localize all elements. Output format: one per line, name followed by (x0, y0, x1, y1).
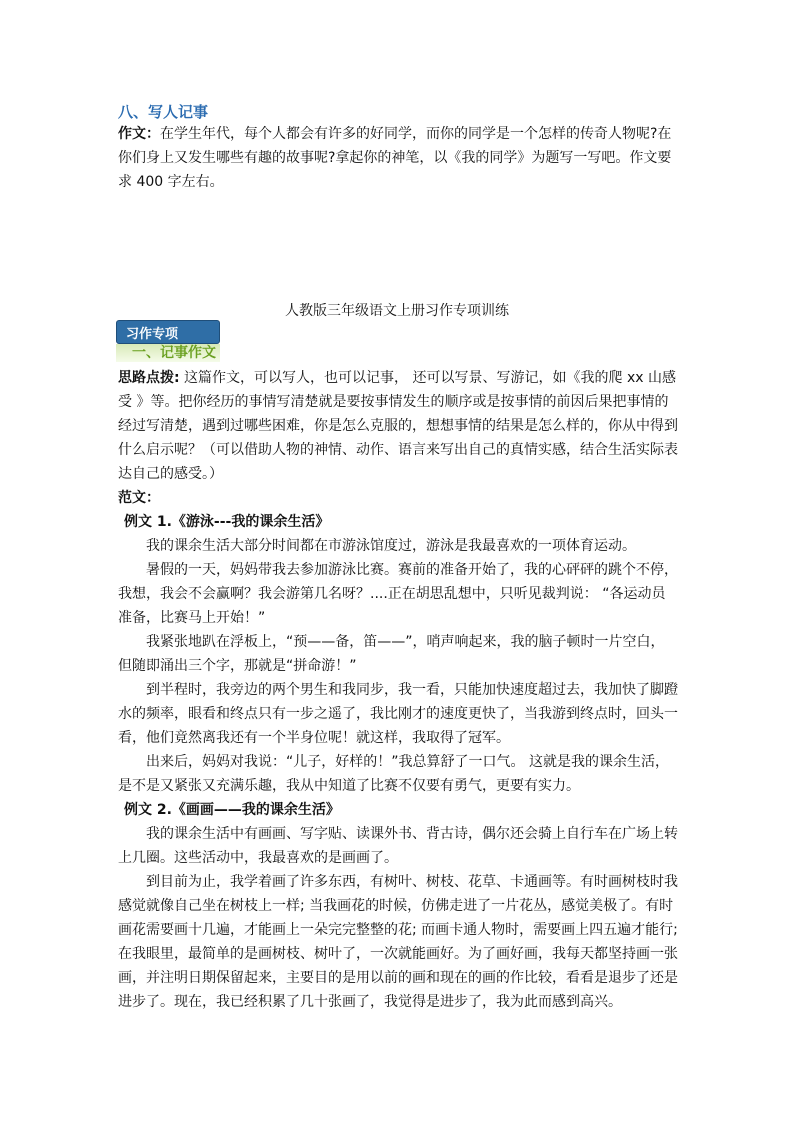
banner-subtitle: 一、记事作文 (132, 345, 216, 361)
tips-label: 思路点拨: (118, 370, 180, 386)
samples-section (118, 486, 678, 1014)
writing-tips (118, 366, 678, 486)
banner-label: 习作专项 (126, 327, 179, 342)
example2-paragraph: 到目前为止，我学着画了许多东西，有树叶、树枝、花草、卡通画等。有时画树枝时我感觉就像自己坐在树枝上一样; 当我画花的时候，仿佛走进了一片花丛，感觉美极了。有时画花需要画十几遍，才能画上一朵完完整整的花; 而画卡通人物时，需要画上四五遍才能行; 在我眼里，最简单的是画树枝、树叶了，一次就能画好。为了画好画，我每天都坚持画一张画，并注明日期保留起来，主要目的是用以前的画和现在的画的作比较，看看是退步了还是进步了。现在，我已经积累了几十张画了，我觉得是进步了，我为此而感到高兴。 (118, 874, 678, 1010)
prompt-text: 在学生年代，每个人都会有许多的好同学，而你的同学是一个怎样的传奇人物呢?在你们身上又发生哪些有趣的故事呢?拿起你的神笔，以《我的同学》为题写一写吧。作文要求 400 字左右。 (118, 126, 672, 190)
example1-paragraph: 到半程时，我旁边的两个男生和我同步，我一看，只能加快速度超过去，我加快了脚蹬水的频率，眼看和终点只有一步之遥了，我比刚才的速度更快了，当我游到终点时，回头一看，他们竟然离我还有一个半身位呢！就这样，我取得了冠军。 (118, 682, 678, 746)
doc-title: 人教版三年级语文上册习作专项训练 (285, 303, 509, 319)
example1-paragraph: 暑假的一天，妈妈带我去参加游泳比赛。赛前的准备开始了，我的心砰砰的跳个不停，我想，我会不会赢啊？我会游第几名呀？....正在胡思乱想中，只听见裁判说： “各运动员准备，比赛马上开始！” (118, 562, 678, 626)
example1-paragraph: 出来后，妈妈对我说：“儿子，好样的！”我总算舒了一口气。 这就是我的课余生活，是不是又紧张又充满乐趣，我从中知道了比赛不仅要有勇气，更要有实力。 (118, 754, 669, 794)
example1-title: 例文 1.《游泳---我的课余生活》 (124, 514, 330, 530)
sample-label: 范文： (118, 490, 160, 506)
section-heading: 八、写人记事 (118, 103, 209, 121)
example2-paragraph: 我的课余生活中有画画、写字贴、读课外书、背古诗，偶尔还会骑上自行车在广场上转上几圈。这些活动中，我最喜欢的是画画了。 (118, 826, 678, 866)
example1-paragraph: 我紧张地趴在浮板上，“预——备，笛——”，哨声响起来，我的脑子顿时一片空白，但随即涌出三个字，那就是“拼命游！” (118, 634, 665, 674)
section-banner (116, 320, 220, 364)
prompt-label: 作文： (118, 126, 160, 142)
example2-title: 例文 2.《画画——我的课余生活》 (124, 802, 340, 818)
example1-paragraph: 我的课余生活大部分时间都在市游泳馆度过，游泳是我最喜欢的一项体育运动。 (146, 538, 636, 554)
essay-prompt (118, 122, 678, 194)
tips-text: 这篇作文，可以写人，也可以记事， 还可以写景、写游记，如《我的爬 xx 山感受 》等。把你经历的事情写清楚就是要按事情发生的顺序或是按事情的前因后果把事情的经过写清楚，遇到过哪些困难，你是怎么克服的，想想事情的结果是怎么样的，你从中得到什么启示呢？（可以借助人物的神情、动作、语言来写出自己的真情实感，结合生活实际表达自己的感受。） (118, 370, 678, 482)
